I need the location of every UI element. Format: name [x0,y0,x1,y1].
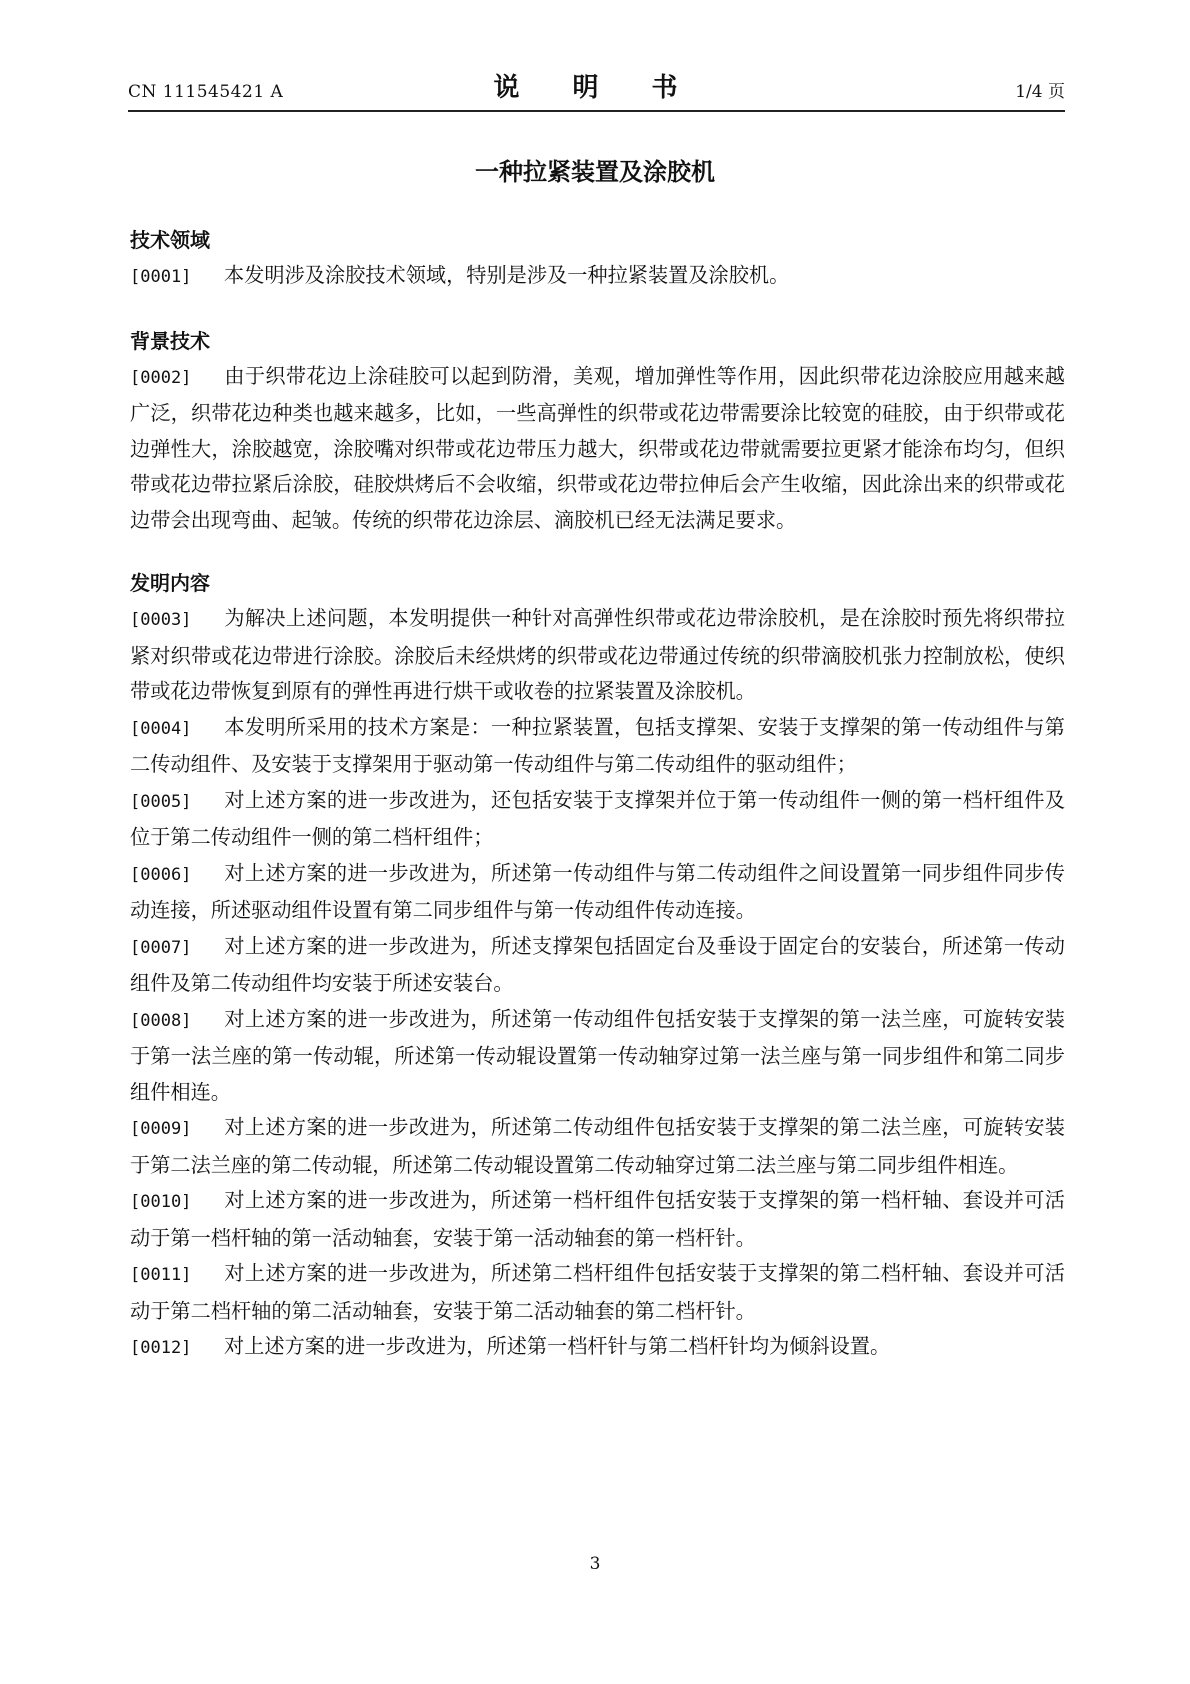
paragraph-number: [0005] [130,791,192,812]
section-heading-technical-field: 技术领域 [130,228,210,252]
paragraph-text: 对上述方案的进一步改进为，还包括安装于支撑架并位于第一传动组件一侧的第一档杆组件及位于第二传动组件一侧的第二档杆组件； [130,787,1065,849]
paragraph-number: [0009] [130,1119,192,1139]
paragraph-number: [0008] [130,1010,192,1031]
paragraph-text: 本发明所采用的技术方案是：一种拉紧装置，包括支撑架、安装于支撑架的第一传动组件与第二传动组件、及安装于支撑架用于驱动第一传动组件与第二传动组件的驱动组件； [130,714,1065,776]
paragraph-text: 对上述方案的进一步改进为，所述第一传动组件与第二传动组件之间设置第一同步组件同步传动连接，所述驱动组件设置有第二同步组件与第一传动组件传动连接。 [130,860,1065,922]
header-title: 说 明 书 [493,73,700,103]
document-title: 一种拉紧装置及涂胶机 [475,158,715,186]
paragraph [130,929,1065,1002]
paragraph-number: [0012] [130,1338,192,1358]
paragraph-number: [0010] [130,1192,192,1212]
paragraph-text: 对上述方案的进一步改进为，所述第一传动组件包括安装于支撑架的第一法兰座，可旋转安装于第一法兰座的第一传动辊，所述第一传动辊设置第一传动轴穿过第一法兰座与第一同步组件和第二同步组件相连。 [130,1006,1065,1104]
paragraph [130,601,1065,710]
page-header [128,62,1065,112]
paragraph [130,1002,1065,1111]
paragraph [130,359,1065,539]
section-heading-background: 背景技术 [130,328,210,353]
paragraph-text: 对上述方案的进一步改进为，所述第一档杆针与第二档杆针均为倾斜设置。 [224,1334,891,1358]
paragraph [130,856,1065,929]
page-info: 1/4 页 [1015,82,1065,102]
document-body [130,222,1065,1367]
paragraph [130,1183,1065,1256]
paragraph-text: 对上述方案的进一步改进为，所述第一档杆组件包括安装于支撑架的第一档杆轴、套设并可活动于第一档杆轴的第一活动轴套，安装于第一活动轴套的第一档杆针。 [130,1188,1065,1250]
paragraph-number: [0002] [130,367,192,388]
paragraph [130,1256,1065,1329]
page-number: 3 [589,1554,601,1574]
paragraph [130,1329,1065,1367]
paragraph-number: [0007] [130,937,192,958]
paragraph-text: 对上述方案的进一步改进为，所述第二传动组件包括安装于支撑架的第二法兰座，可旋转安装于第二法兰座的第二传动辊，所述第二传动辊设置第二传动轴穿过第二法兰座与第二同步组件相连。 [130,1115,1065,1177]
paragraph-number: [0011] [130,1265,192,1285]
paragraph-text: 由于织带花边上涂硅胶可以起到防滑，美观，增加弹性等作用，因此织带花边涂胶应用越来越广泛，织带花边种类也越来越多，比如，一些高弹性的织带或花边带需要涂比较宽的硅胶，由于织带或花边弹性大，涂胶越宽，涂胶嘴对织带或花边带压力越大，织带或花边带就需要拉更紧才能涂布均匀，但织带或花边带拉紧后涂胶，硅胶烘烤后不会收缩，织带或花边带拉伸后会产生收缩，因此涂出来的织带或花边带会出现弯曲、起皱。传统的织带花边涂层、滴胶机已经无法满足要求。 [130,363,1065,532]
paragraph-text: 本发明涉及涂胶技术领域，特别是涉及一种拉紧装置及涂胶机。 [224,263,790,287]
paragraph-number: [0006] [130,864,192,885]
paragraph-number: [0004] [130,718,192,739]
paragraph-text: 对上述方案的进一步改进为，所述支撑架包括固定台及垂设于固定台的安装台，所述第一传动组件及第二传动组件均安装于所述安装台。 [130,933,1065,995]
publication-number: CN 111545421 A [128,82,284,102]
paragraph [130,1110,1065,1183]
paragraph-number: [0001] [130,267,192,287]
paragraph [130,783,1065,856]
paragraph-number: [0003] [130,610,192,630]
paragraph [130,710,1065,783]
paragraph-text: 对上述方案的进一步改进为，所述第二档杆组件包括安装于支撑架的第二档杆轴、套设并可活动于第二档杆轴的第二活动轴套，安装于第二活动轴套的第二档杆针。 [130,1261,1065,1323]
paragraph-text: 为解决上述问题，本发明提供一种针对高弹性织带或花边带涂胶机，是在涂胶时预先将织带拉紧对织带或花边带进行涂胶。涂胶后未经烘烤的织带或花边带通过传统的织带滴胶机张力控制放松，使织带或花边带恢复到原有的弹性再进行烘干或收卷的拉紧装置及涂胶机。 [130,606,1065,703]
paragraph [130,258,1065,296]
section-heading-summary: 发明内容 [130,571,210,595]
